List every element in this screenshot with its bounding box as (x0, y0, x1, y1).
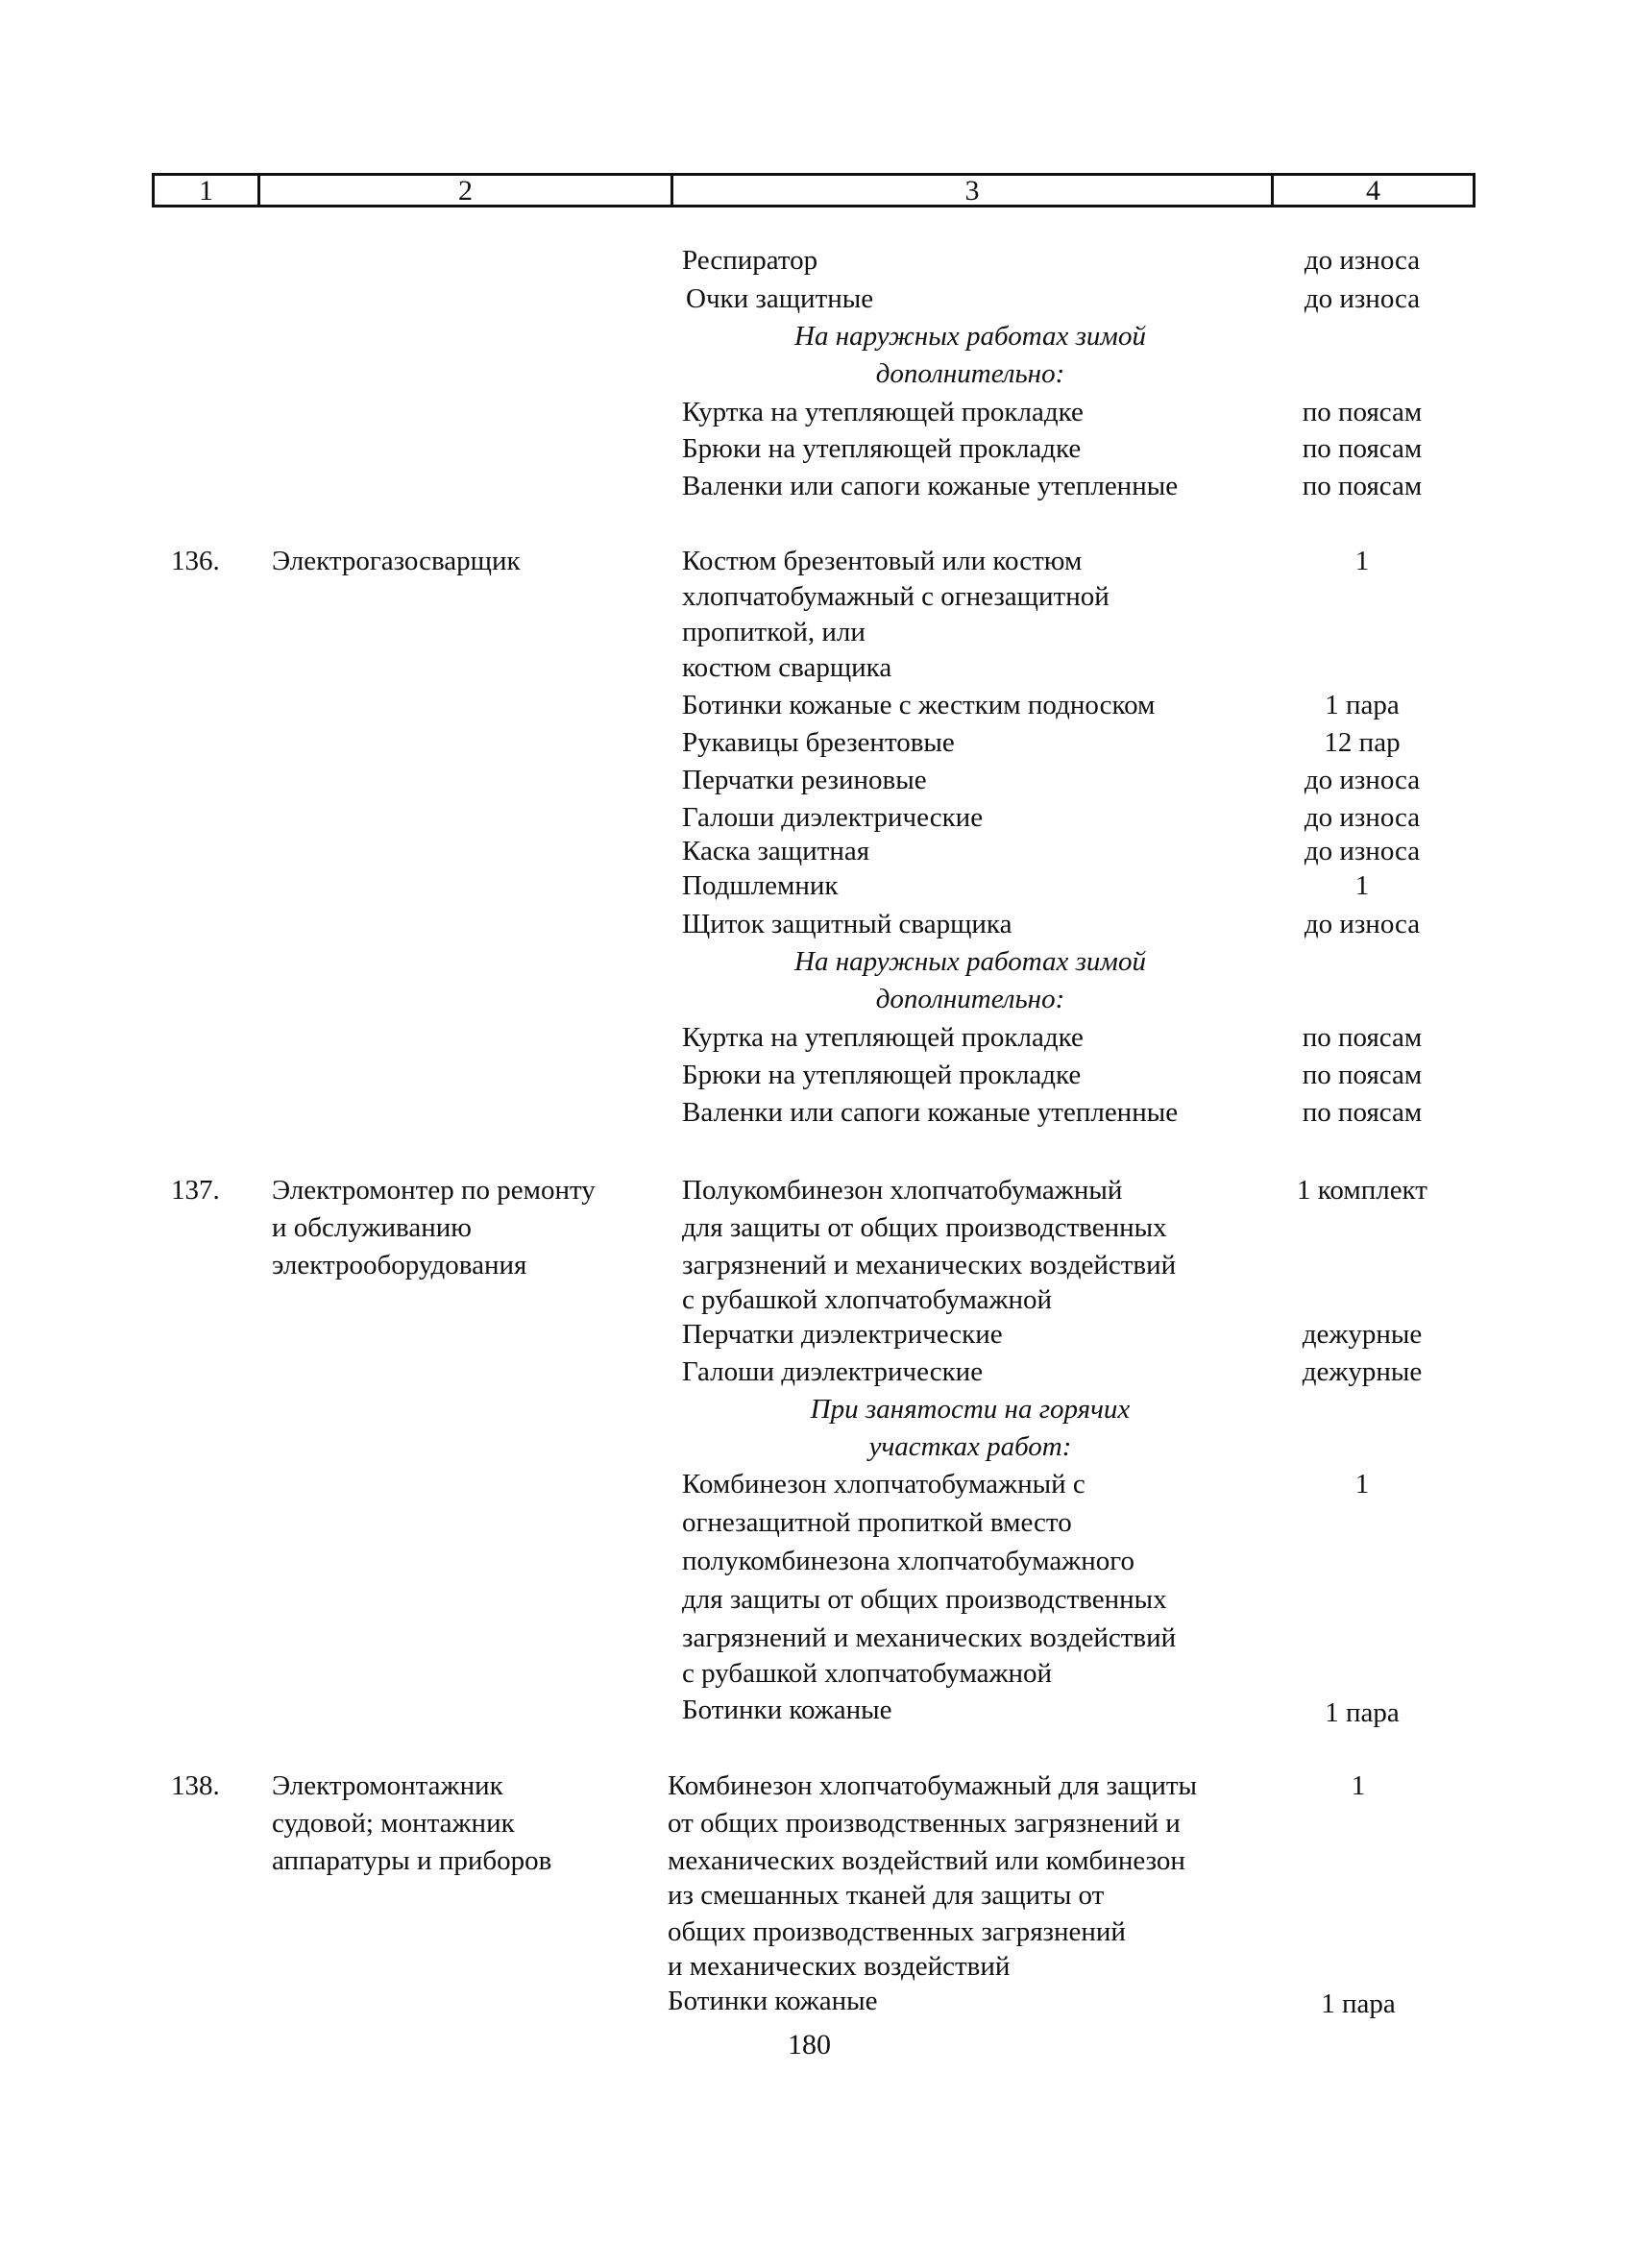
item-qty: 1 пара (1321, 1988, 1396, 2019)
item-name: общих производственных загрязнений (668, 1916, 1126, 1947)
item-name: для защиты от общих производственных (682, 1212, 1167, 1243)
section-note: участках работ: (868, 1431, 1072, 1462)
item-qty: 1 пара (1325, 690, 1400, 720)
item-qty: 12 пар (1324, 727, 1401, 758)
item-name: загрязнений и механических воздействий (682, 1622, 1177, 1653)
item-qty: до износа (1304, 836, 1421, 866)
profession-name: Электромонтер по ремонту (272, 1175, 596, 1206)
item-name: с рубашкой хлопчатобумажной (682, 1658, 1053, 1689)
item-qty: до износа (1304, 283, 1421, 314)
section-note: дополнительно: (875, 358, 1065, 389)
item-name: хлопчатобумажный с огнезащитной (682, 581, 1110, 612)
item-qty: до износа (1304, 245, 1421, 276)
item-qty: до износа (1304, 909, 1421, 939)
item-qty: 1 (1351, 1770, 1366, 1801)
section-note: На наружных работах зимой (794, 321, 1146, 352)
item-name: Валенки или сапоги кожаные утепленные (682, 471, 1179, 501)
item-qty: до износа (1304, 765, 1421, 795)
item-name: Куртка на утепляющей прокладке (682, 1022, 1084, 1053)
item-name: с рубашкой хлопчатобумажной (682, 1284, 1053, 1315)
item-name: Ботинки кожаные (668, 1986, 878, 2016)
item-name: Галоши диэлектрические (682, 802, 984, 833)
item-name: огнезащитной пропиткой вместо (682, 1507, 1072, 1538)
entry-number: 136. (171, 546, 220, 576)
profession-name: Электромонтажник (272, 1770, 503, 1801)
item-name: от общих производственных загрязнений и (668, 1808, 1181, 1839)
item-name: полукомбинезона хлопчатобумажного (682, 1546, 1134, 1576)
section-note: дополнительно: (875, 984, 1065, 1014)
profession-name: аппаратуры и приборов (272, 1845, 552, 1876)
profession-name: судовой; монтажник (272, 1808, 515, 1839)
page-number: 180 (788, 2029, 831, 2061)
profession-name: Электрогазосварщик (272, 546, 521, 576)
item-name: пропиткой, или (682, 617, 866, 647)
item-name: Валенки или сапоги кожаные утепленные (682, 1097, 1179, 1128)
item-name: Ботинки кожаные (682, 1695, 892, 1725)
item-name: костюм сварщика (682, 652, 892, 683)
item-qty: 1 (1354, 870, 1370, 901)
item-name: для защиты от общих производственных (682, 1584, 1167, 1615)
header-col-4: 4 (1366, 175, 1380, 207)
section-note: На наружных работах зимой (794, 946, 1146, 977)
item-name: Куртка на утепляющей прокладке (682, 397, 1084, 427)
profession-name: и обслуживанию (272, 1212, 472, 1243)
item-qty: дежурные (1302, 1356, 1423, 1387)
item-name: Ботинки кожаные с жестким подноском (682, 690, 1156, 720)
item-qty: по поясам (1302, 397, 1423, 427)
item-name: Комбинезон хлопчатобумажный для защиты (668, 1770, 1198, 1801)
item-name: Респиратор (682, 245, 818, 276)
item-name: из смешанных тканей для защиты от (668, 1880, 1105, 1911)
item-qty: до износа (1304, 802, 1421, 833)
item-name: Каска защитная (682, 836, 870, 866)
item-name: Костюм брезентовый или костюм (682, 546, 1083, 576)
item-qty: 1 пара (1325, 1697, 1400, 1728)
table-header (152, 173, 1475, 207)
item-name: Комбинезон хлопчатобумажный с (682, 1469, 1085, 1500)
item-qty: 1 (1354, 546, 1370, 576)
item-name: Брюки на утепляющей прокладке (682, 1060, 1082, 1090)
profession-name: электрооборудования (272, 1250, 527, 1280)
item-qty: дежурные (1302, 1319, 1423, 1350)
item-name: Очки защитные (686, 283, 874, 314)
item-qty: по поясам (1302, 1097, 1423, 1128)
item-name: Брюки на утепляющей прокладке (682, 433, 1082, 464)
item-qty: 1 комплект (1297, 1175, 1427, 1206)
header-col-1: 1 (155, 176, 260, 205)
section-note: При занятости на горячих (810, 1394, 1131, 1425)
item-name: Подшлемник (682, 870, 839, 901)
header-col-2: 2 (260, 176, 673, 205)
item-name: Щиток защитный сварщика (682, 909, 1012, 939)
item-name: Перчатки резиновые (682, 765, 927, 795)
item-qty: по поясам (1302, 471, 1423, 501)
item-qty: 1 (1354, 1469, 1370, 1500)
item-name: механических воздействий или комбинезон (668, 1845, 1185, 1876)
entry-number: 138. (171, 1770, 220, 1801)
item-qty: по поясам (1302, 1022, 1423, 1053)
item-name: Перчатки диэлектрические (682, 1319, 1003, 1350)
header-col-3: 3 (673, 176, 1274, 205)
item-name: и механических воздействий (668, 1951, 1011, 1982)
item-name: Галоши диэлектрические (682, 1356, 984, 1387)
entry-number: 137. (171, 1175, 220, 1206)
item-name: Полукомбинезон хлопчатобумажный (682, 1175, 1123, 1206)
item-name: загрязнений и механических воздействий (682, 1250, 1177, 1280)
item-qty: по поясам (1302, 433, 1423, 464)
item-name: Рукавицы брезентовые (682, 727, 955, 758)
item-qty: по поясам (1302, 1060, 1423, 1090)
